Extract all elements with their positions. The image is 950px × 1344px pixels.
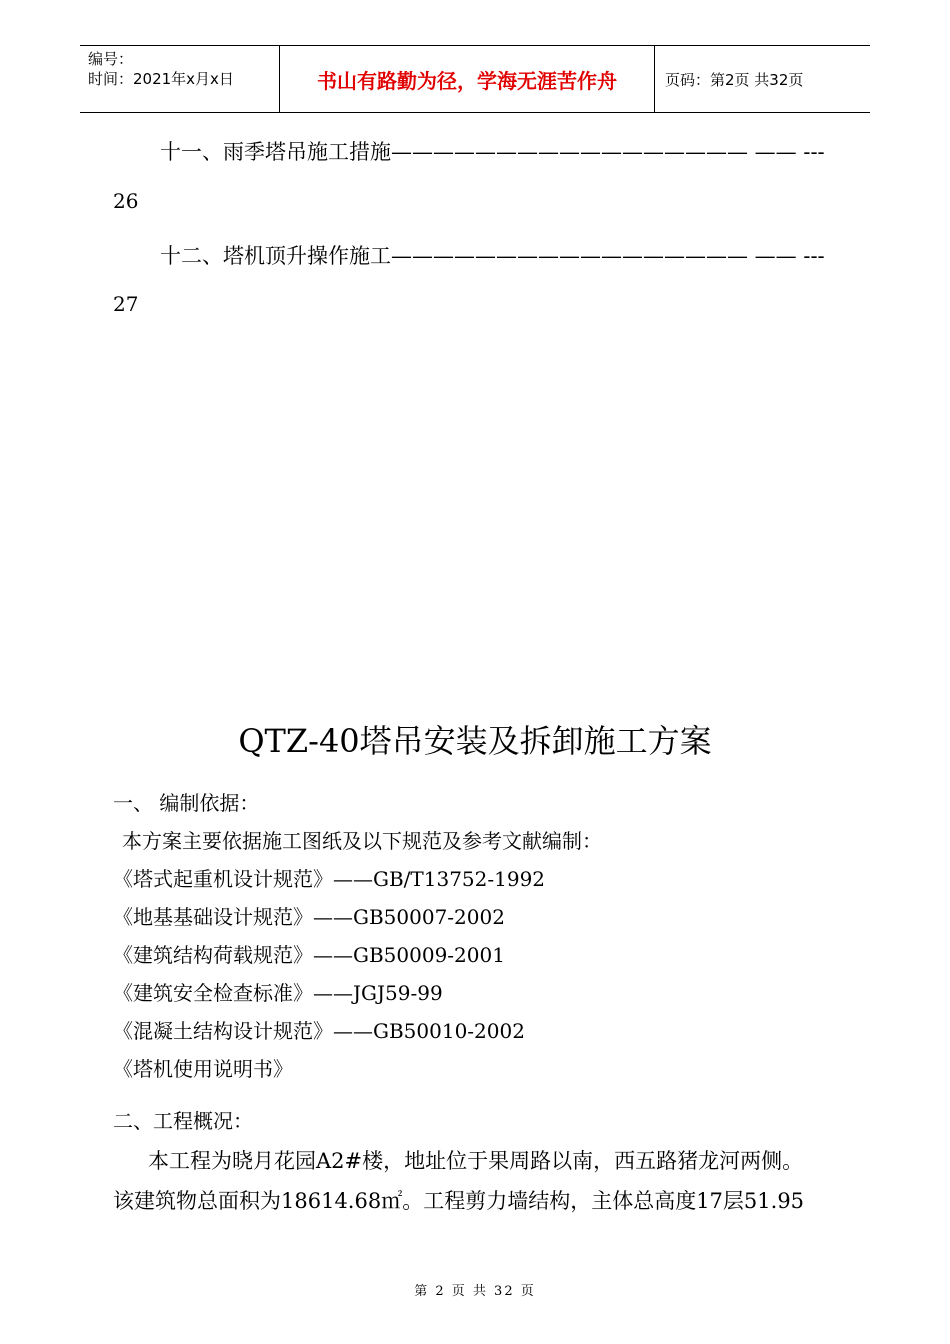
header-motto: 书山有路勤为径，学海无涯苦作舟 bbox=[280, 46, 655, 112]
section2-paragraph-line: 本工程为晓月花园A2#楼，地址位于果周路以南，西五路猪龙河两侧。 bbox=[148, 1149, 804, 1173]
section1-heading: 一、 编制依据： bbox=[113, 791, 260, 815]
reference-item: 《建筑安全检查标准》——JGJ59-99 bbox=[113, 981, 443, 1005]
reference-item: 《塔机使用说明书》 bbox=[113, 1057, 293, 1081]
reference-item: 《建筑结构荷载规范》——GB50009-2001 bbox=[113, 943, 505, 967]
reference-item: 《混凝土结构设计规范》——GB50010-2002 bbox=[113, 1019, 525, 1043]
toc-entry-12: 十二、塔机顶升操作施工————————————————— —— --- bbox=[160, 244, 825, 268]
page-header bbox=[80, 45, 870, 113]
header-meta bbox=[80, 46, 280, 112]
toc-page-11: 26 bbox=[113, 189, 139, 213]
doc-time-label: 时间：2021年x月x日 bbox=[88, 70, 234, 88]
toc-page-12: 27 bbox=[113, 292, 139, 316]
header-page-label: 页码：第2页 共32页 bbox=[665, 70, 804, 89]
section2-paragraph-line: 该建筑物总面积为18614.68㎡。工程剪力墙结构，主体总高度17层51.95 bbox=[113, 1189, 805, 1213]
toc-entry-11: 十一、雨季塔吊施工措施————————————————— —— --- bbox=[160, 140, 825, 164]
section2-heading: 二、工程概况： bbox=[113, 1109, 253, 1133]
section1-intro: 本方案主要依据施工图纸及以下规范及参考文献编制： bbox=[122, 829, 602, 853]
document-title: QTZ-40塔吊安装及拆卸施工方案 bbox=[238, 722, 712, 760]
doc-number-label: 编号： bbox=[88, 50, 134, 68]
reference-item: 《塔式起重机设计规范》——GB/T13752-1992 bbox=[113, 867, 546, 891]
page-footer: 第 2 页 共 32 页 bbox=[414, 1284, 536, 1299]
reference-item: 《地基基础设计规范》——GB50007-2002 bbox=[113, 905, 505, 929]
